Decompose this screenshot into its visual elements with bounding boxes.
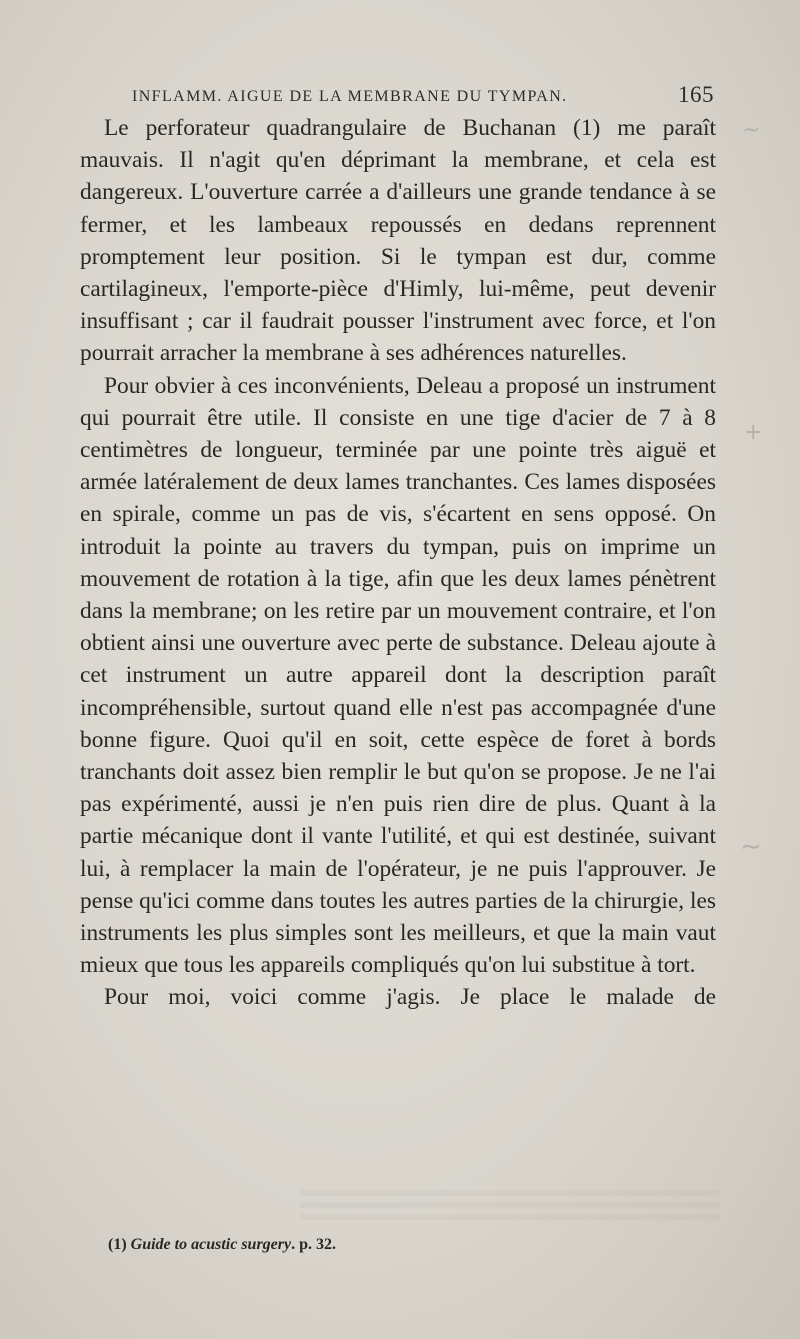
page-number: 165 — [678, 82, 714, 107]
footnote — [108, 1236, 336, 1254]
footnote-page-ref: . p. 32. — [291, 1236, 337, 1253]
body-text — [80, 112, 716, 1014]
paragraph-deleau: Pour obvier à ces inconvénients, Deleau a proposé un instrument qui pourrait être utile. Il consiste en une tige d'acier de 7 à 8 centimètres de longueur, terminée par une pointe très aiguë et armée latéralement de deux lames tranchantes. Ces lames disposées en spirale, comme un pas de vis, s'écartent en sens opposé. On introduit la pointe au travers du tympan, puis on imprime un mouvement de rotation à la tige, afin que les deux lames pénètrent dans la membrane; on les retire par un mouvement contraire, et l'on obtient ainsi une ouverture avec perte de substance. Deleau ajoute à cet instrument un autre appareil dont la description paraît incompréhensible, surtout quand elle n'est pas accompagnée d'une bonne figure. Quoi qu'il en soit, cette espèce de foret à bords tranchants doit assez bien remplir le but qu'on se propose. Je ne l'ai pas expérimenté, aussi je n'en puis rien dire de plus. Quant à la partie mécanique dont il vante l'utilité, et qui est destinée, suivant lui, à remplacer la main de l'opérateur, je ne puis l'approuver. Je pense qu'ici comme dans toutes les autres parties de la chirurgie, les instruments les plus simples sont les meilleurs, et que la main vaut mieux que tous les appareils compliqués qu'on lui substitue à tort. — [80, 372, 716, 979]
footnote-marker: (1) — [108, 1236, 127, 1253]
paragraph-buchanan: Le perforateur quadrangulaire de Buchanan (1) me paraît mauvais. Il n'agit qu'en déprimant la membrane, et cela est dangereux. L'ouverture carrée a d'ailleurs une grande tendance à se fermer, et les lambeaux repoussés en dedans reprennent promptement leur position. Si le tympan est dur, comme cartilagineux, l'emporte-pièce d'Himly, lui-même, peut devenir insuffisant ; car il faudrait pousser l'instrument avec force, et l'on pourrait arracher la membrane à ses adhérences naturelles. — [80, 115, 716, 367]
margin-pencil-mark: ~ — [742, 118, 761, 143]
footnote-title: Guide to acustic surgery — [130, 1236, 292, 1253]
show-through-bleed — [300, 1190, 720, 1226]
paragraph-pour-moi: Pour moi, voici comme j'agis. Je place le malade de — [104, 984, 716, 1011]
running-head — [132, 84, 714, 114]
margin-cross-mark: + — [744, 420, 763, 445]
running-head-title: INFLAMM. AIGUE DE LA MEMBRANE DU TYMPAN. — [132, 88, 568, 105]
margin-wave-mark: ∼ — [740, 832, 762, 862]
